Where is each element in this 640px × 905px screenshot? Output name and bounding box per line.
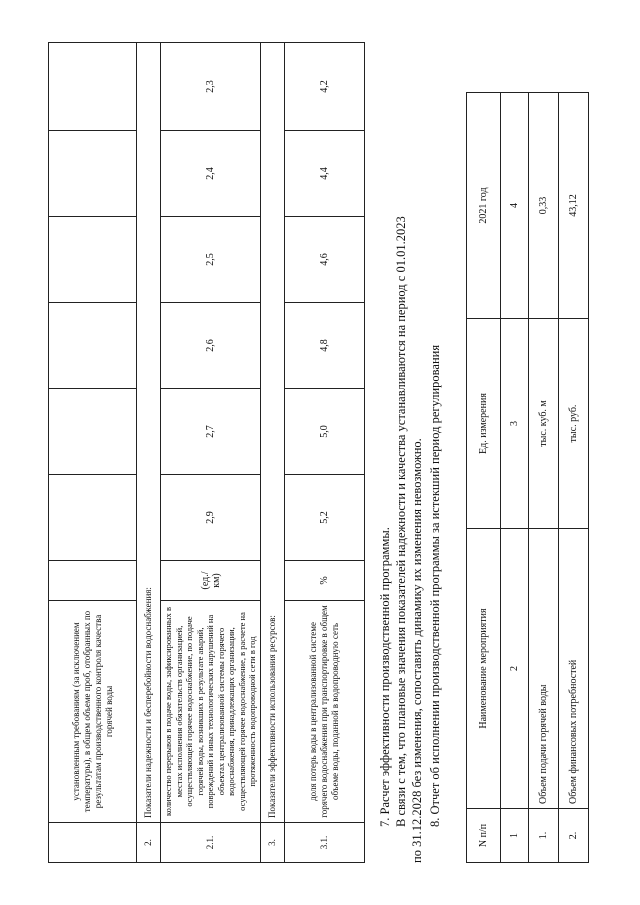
quality-indicator-text: установленным требованиям (за исключением температуры), в общем объеме проб, отобранных по результатам производственного контроля качества горячей воды [49, 600, 137, 822]
table-row-2-unit: тыс. руб. [559, 318, 589, 528]
report-header-number: N п/п [467, 808, 501, 862]
section-3-title: Показатели эффективности использования ресурсов: [261, 42, 285, 822]
row-3-1-value: 4,4 [285, 130, 365, 216]
report-header-year: 2021 год [467, 92, 501, 318]
table-row-1-unit: тыс. куб. м [529, 318, 559, 528]
table-row-2-name: Объем финансовых потребностей [559, 528, 589, 808]
section-7-text-line-2: по 31.12.2028 без изменения, сопоставить динамику их изменения невозможно. [410, 438, 424, 863]
section-3-number: 3. [261, 822, 285, 862]
indicators-table [48, 42, 365, 863]
report-index-cell: 3 [501, 318, 529, 528]
table-row-continuation-value [49, 216, 137, 302]
row-3-1-value: 5,2 [285, 474, 365, 560]
table-row-1-number: 1. [529, 808, 559, 862]
table-row-2-number: 2. [559, 808, 589, 862]
table-row-continuation-value [49, 302, 137, 388]
row-3-1-indicator-text: доля потерь воды в централизованной системе горячего водоснабжения при транспортировке в общем объеме воды, поданной в водопроводную сеть [285, 600, 365, 822]
table-row-continuation-value [49, 388, 137, 474]
row-2-1-indicator-text: количество перерывов в подаче воды, зафиксированных в местах исполнения обязательств организацией, осуществляющей горячее водоснабжение, по подаче горячей воды, возникших в результате аварий, повреждений и иных технологических нарушений на объектах централизованной системы горячего водоснабжения, принадлежащих организации, осуществляющей горячее водоснабжение, в расчете на протяженность водопроводной сети в год [161, 600, 261, 822]
table-row-1-name: Объем подачи горячей воды [529, 528, 559, 808]
row-3-1-value: 5,0 [285, 388, 365, 474]
table-row-continuation-unit [49, 560, 137, 600]
section-7-text-line-1: В связи с тем, что плановые значения показателей надежности и качества устанавливаются на период с 01.01.2023 [394, 216, 408, 827]
row-2-1-value: 2,4 [161, 130, 261, 216]
row-3-1-value: 4,8 [285, 302, 365, 388]
table-row-1-value: 0,33 [529, 92, 559, 318]
row-3-1-value: 4,2 [285, 42, 365, 130]
report-index-cell: 2 [501, 528, 529, 808]
report-index-cell: 4 [501, 92, 529, 318]
report-table [466, 92, 589, 863]
section-2-number: 2. [137, 822, 161, 862]
table-row-continuation-num [49, 822, 137, 862]
table-row-continuation-value [49, 474, 137, 560]
row-2-1-value: 2,5 [161, 216, 261, 302]
row-2-1-value: 2,6 [161, 302, 261, 388]
report-header-name: Наименование мероприятия [467, 528, 501, 808]
report-index-cell: 1 [501, 808, 529, 862]
row-2-1-value: 2,7 [161, 388, 261, 474]
row-3-1-number: 3.1. [285, 822, 365, 862]
report-header-unit: Ед. измерения [467, 318, 501, 528]
table-row-continuation-value [49, 42, 137, 130]
row-3-1-value: 4,6 [285, 216, 365, 302]
row-3-1-unit: % [285, 560, 365, 600]
table-row-continuation-value [49, 130, 137, 216]
section-7-heading: 7. Расчет эффективности производственной программы. [378, 527, 392, 827]
row-2-1-value: 2,3 [161, 42, 261, 130]
row-2-1-unit: (ед./км) [161, 560, 261, 600]
row-2-1-number: 2.1. [161, 822, 261, 862]
section-8-heading: 8. Отчет об исполнении производственной программы за истекший период регулирования [428, 344, 442, 827]
row-2-1-value: 2,9 [161, 474, 261, 560]
table-row-2-value: 43,12 [559, 92, 589, 318]
section-2-title: Показатели надежности и бесперебойности водоснабжения: [137, 42, 161, 822]
